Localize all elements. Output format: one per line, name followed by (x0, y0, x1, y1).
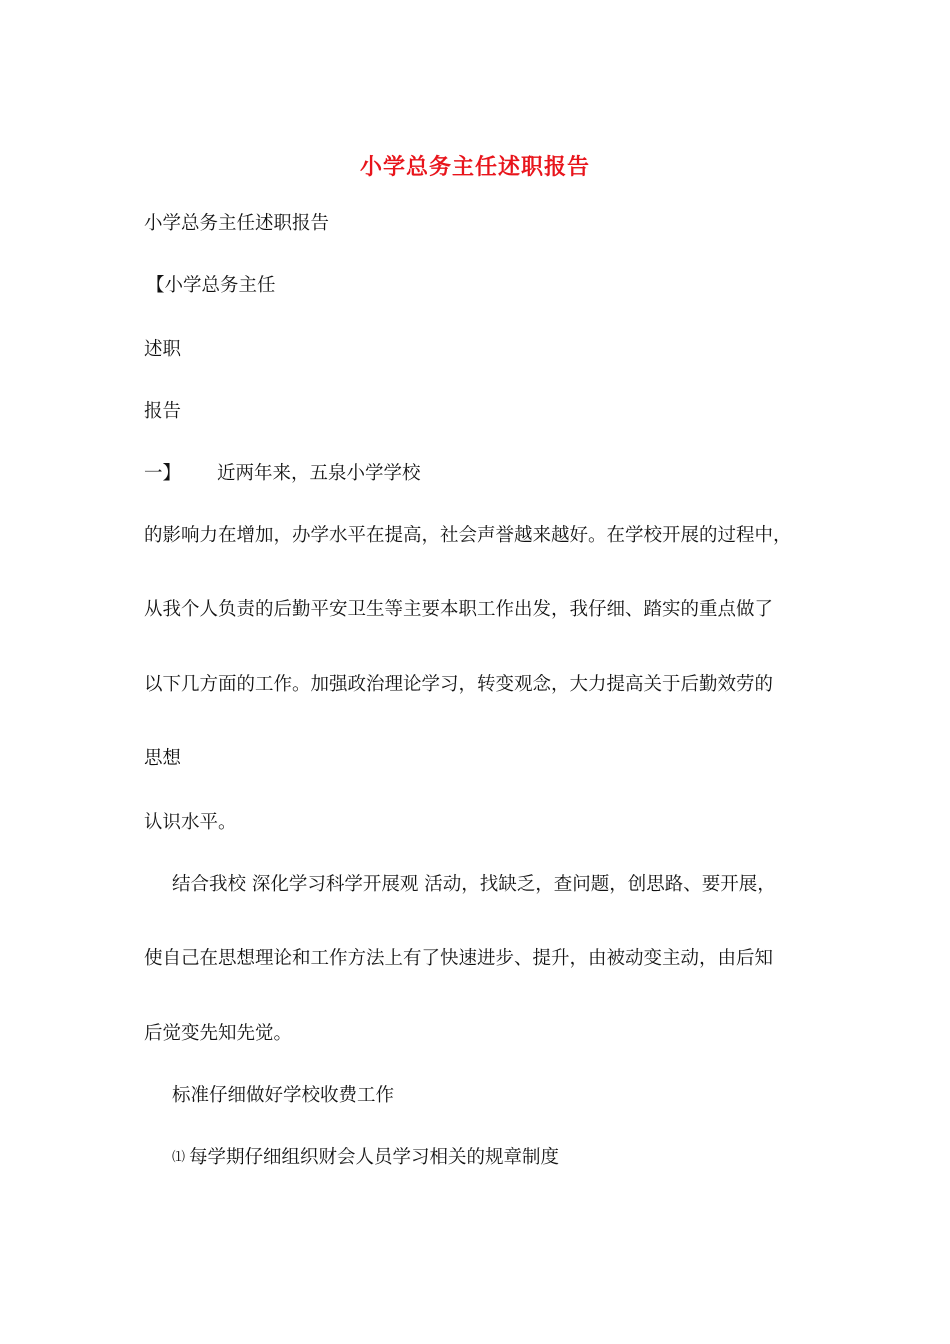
document-title: 小学总务主任述职报告 (359, 154, 590, 180)
section-heading: 标准仔细做好学校收费工作 (172, 1085, 395, 1106)
subtitle-line: 小学总务主任述职报告 (144, 213, 330, 234)
header-line-1: 【小学总务主任 (146, 275, 276, 296)
intro-start: 近两年来，五泉小学学校 (217, 463, 421, 484)
header-line-2: 述职 (144, 339, 182, 360)
paragraph-1-line-3: 以下几方面的工作。加强政治理论学习，转变观念，大力提高关于后勤效劳的 (144, 674, 774, 695)
paragraph-1-line-2: 从我个人负责的后勤平安卫生等主要本职工作出发，我仔细、踏实的重点做了 (144, 599, 774, 620)
list-item-text: 每学期仔细组织财会人员学习相关的规章制度 (189, 1147, 560, 1168)
list-item (172, 1146, 559, 1170)
header-line-3: 报告 (144, 401, 182, 422)
header-part-4: 一】 (144, 463, 182, 484)
paragraph-2-line-1: 结合我校 深化学习科学开展观 活动，找缺乏，查问题，创思路、要开展， (172, 874, 776, 895)
paragraph-1-line-5: 认识水平。 (144, 812, 237, 833)
header-line-4 (144, 462, 421, 486)
paragraph-2-line-2: 使自己在思想理论和工作方法上有了快速进步、提升，由被动变主动，由后知 (144, 948, 774, 969)
paragraph-1-line-1: 的影响力在增加，办学水平在提高，社会声誉越来越好。在学校开展的过程中， (144, 525, 792, 546)
paragraph-1-line-4: 思想 (144, 748, 182, 769)
paragraph-2-line-3: 后觉变先知先觉。 (144, 1023, 293, 1044)
list-item-number: ⑴ (172, 1150, 186, 1165)
